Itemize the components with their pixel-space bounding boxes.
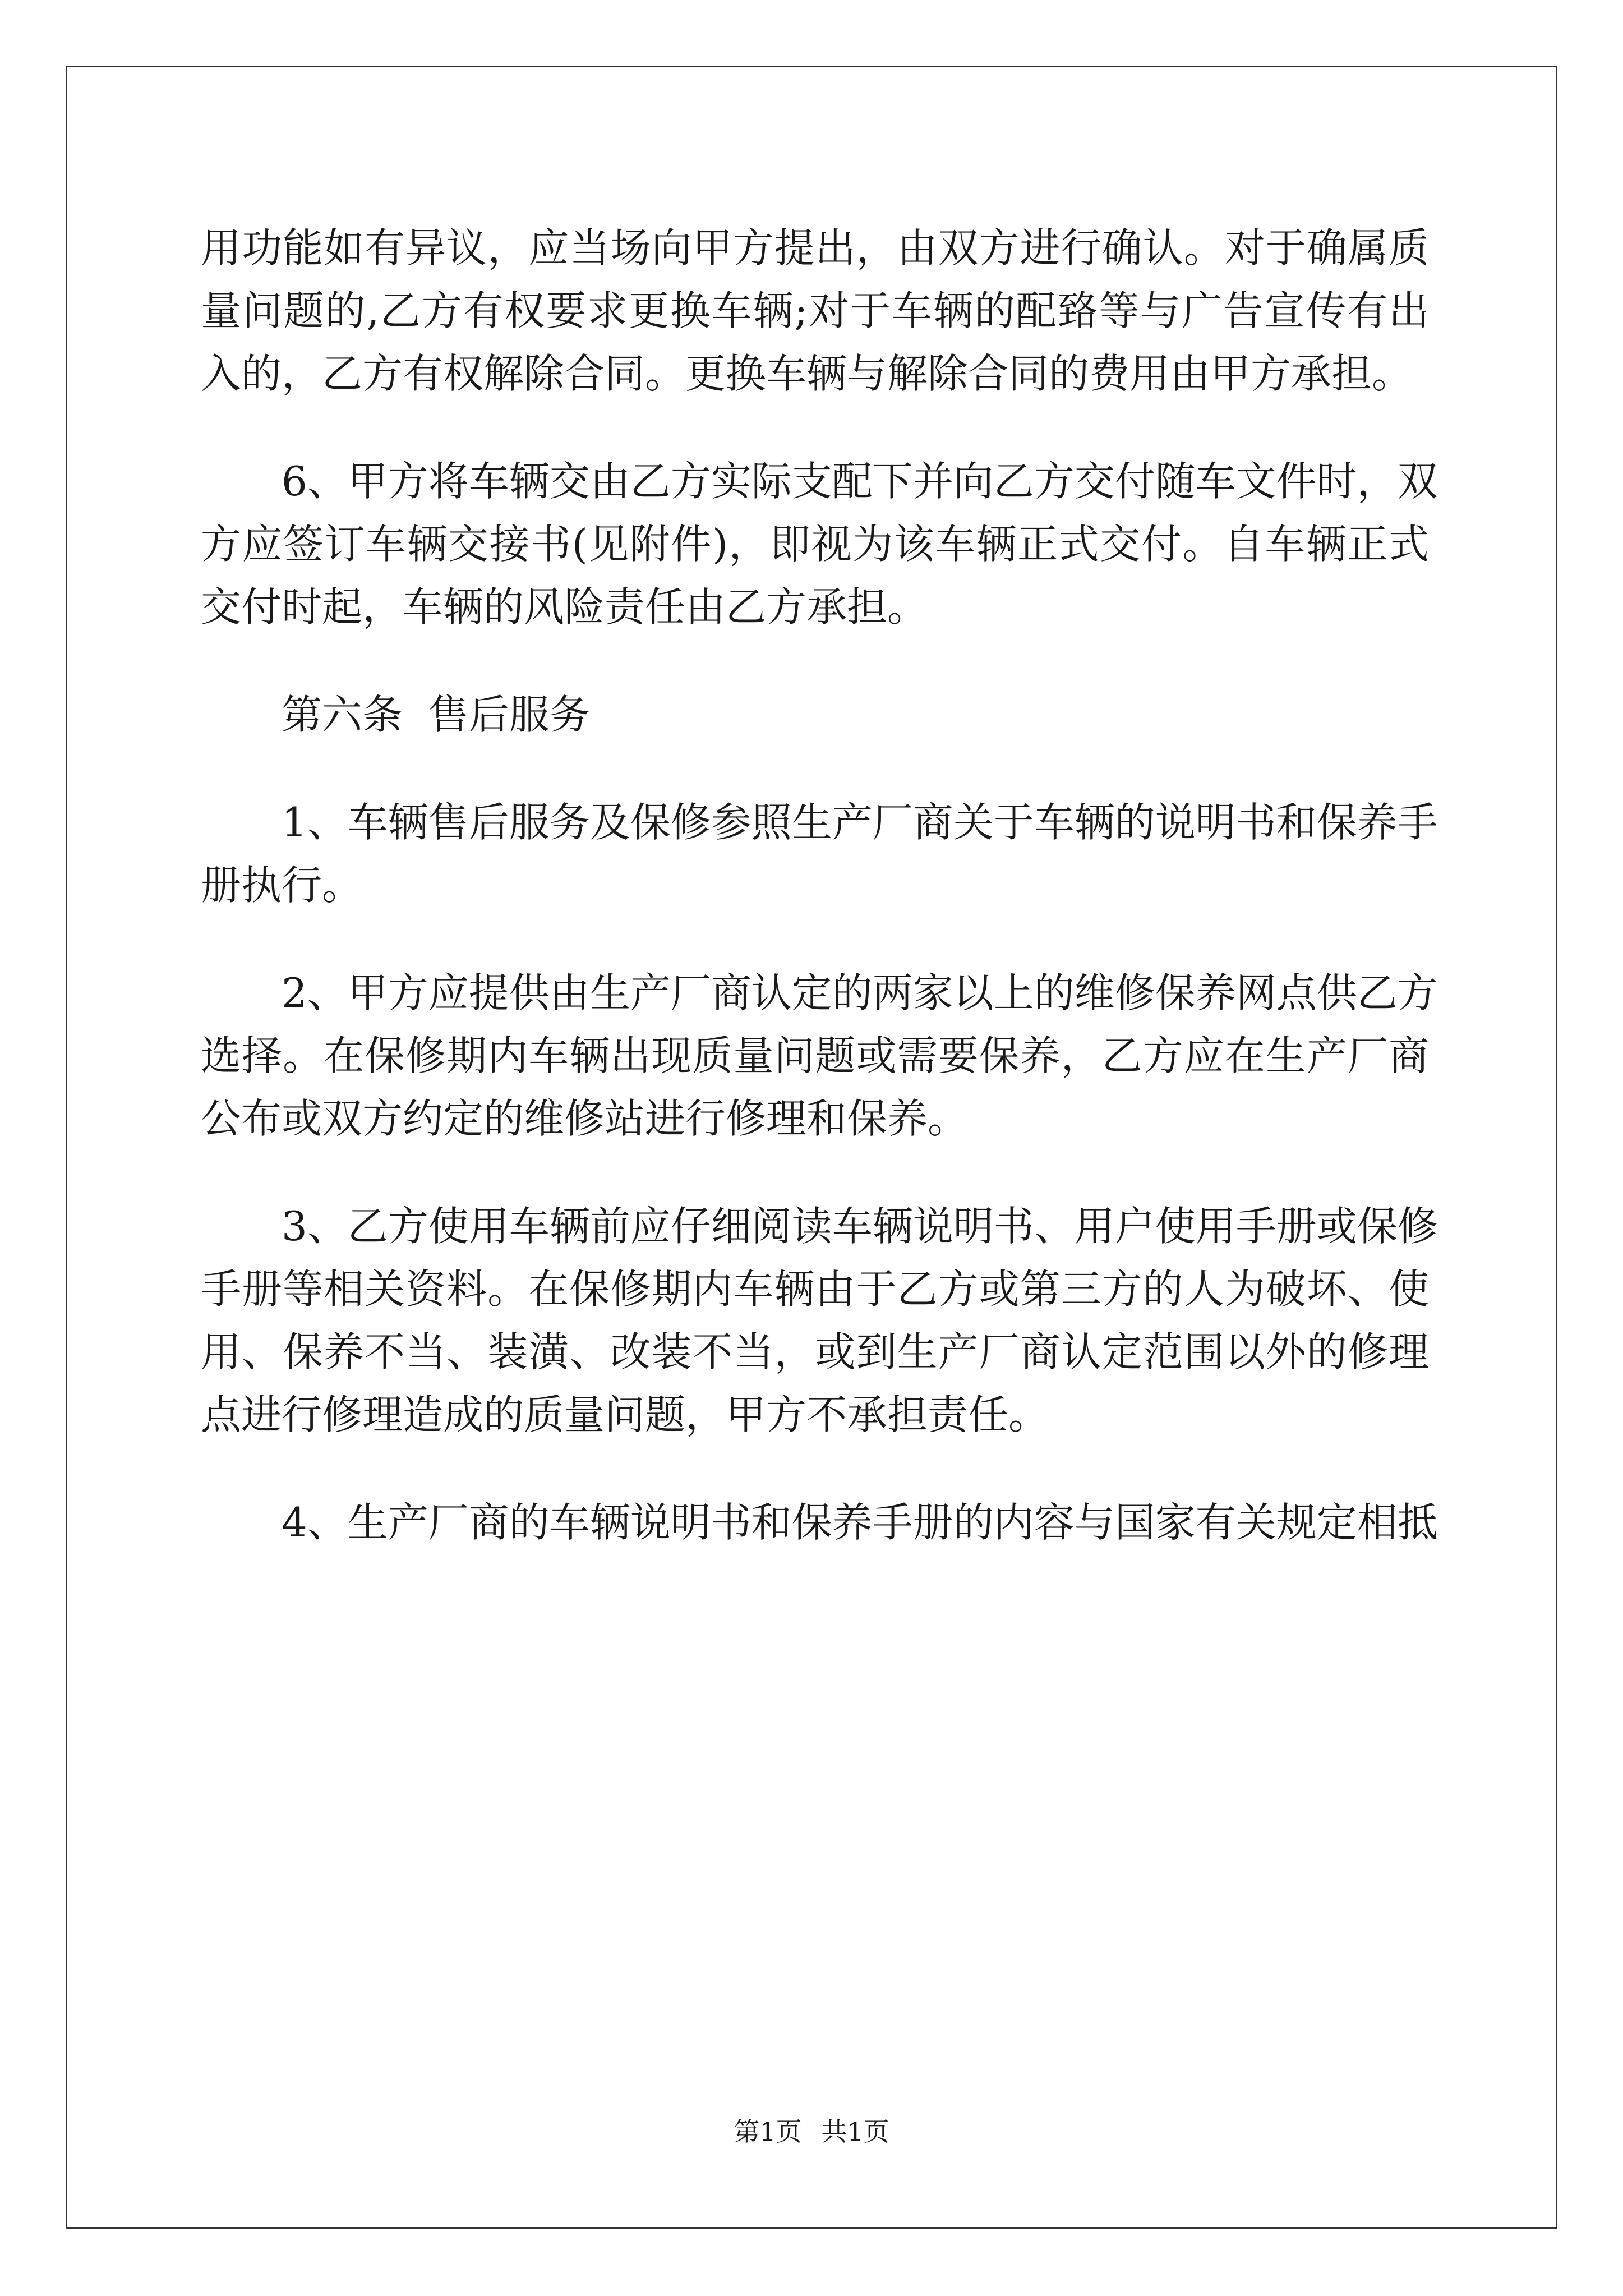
text-line: 1、车辆售后服务及保修参照生产厂商关于车辆的说明书和保养手 <box>282 799 1438 846</box>
paragraph-item-1 <box>201 791 1438 917</box>
text-line: 用、保养不当、装潢、改装不当，或到生产厂商认定范围以外的修理 <box>201 1328 1429 1375</box>
text-line: 4、生产厂商的车辆说明书和保养手册的内容与国家有关规定相抵 <box>282 1499 1438 1546</box>
text-line: 册执行。 <box>201 862 363 909</box>
text-line: 交付时起，车辆的风险责任由乙方承担。 <box>201 583 928 631</box>
text-line: 用功能如有异议，应当场向甲方提出，由双方进行确认。对于确属质 <box>201 224 1429 272</box>
paragraph-item-2 <box>201 961 1438 1150</box>
paragraph-continuation <box>201 217 1429 405</box>
document-body <box>201 217 1438 1599</box>
text-line: 2、甲方应提供由生产厂商认定的两家以上的维修保养网点供乙方 <box>282 969 1438 1016</box>
text-line: 方应签订车辆交接书(见附件)，即视为该车辆正式交付。自车辆正式 <box>201 521 1429 568</box>
paragraph-item-4 <box>201 1491 1438 1554</box>
text-line: 点进行修理造成的质量问题，甲方不承担责任。 <box>201 1391 1049 1438</box>
page-footer <box>0 2115 1623 2148</box>
text-line: 手册等相关资料。在保修期内车辆由于乙方或第三方的人为破坏、使 <box>201 1266 1429 1313</box>
section-title: 第六条 售后服务 <box>282 691 590 738</box>
page-number: 第1页 <box>734 2116 802 2147</box>
page-total: 共1页 <box>821 2116 889 2147</box>
text-line: 入的，乙方有权解除合同。更换车辆与解除合同的费用由甲方承担。 <box>201 350 1413 397</box>
text-line: 6、甲方将车辆交由乙方实际支配下并向乙方交付随车文件时，双 <box>282 458 1438 505</box>
text-line: 3、乙方使用车辆前应仔细阅读车辆说明书、用户使用手册或保修 <box>282 1203 1438 1250</box>
text-line: 公布或双方约定的维修站进行修理和保养。 <box>201 1095 969 1142</box>
text-line: 量问题的,乙方有权要求更换车辆;对于车辆的配臵等与广告宣传有出 <box>201 287 1429 334</box>
paragraph-item-6 <box>201 450 1438 638</box>
text-line: 选择。在保修期内车辆出现质量问题或需要保养，乙方应在生产厂商 <box>201 1032 1429 1079</box>
section-heading <box>201 683 1429 746</box>
paragraph-item-3 <box>201 1195 1438 1446</box>
